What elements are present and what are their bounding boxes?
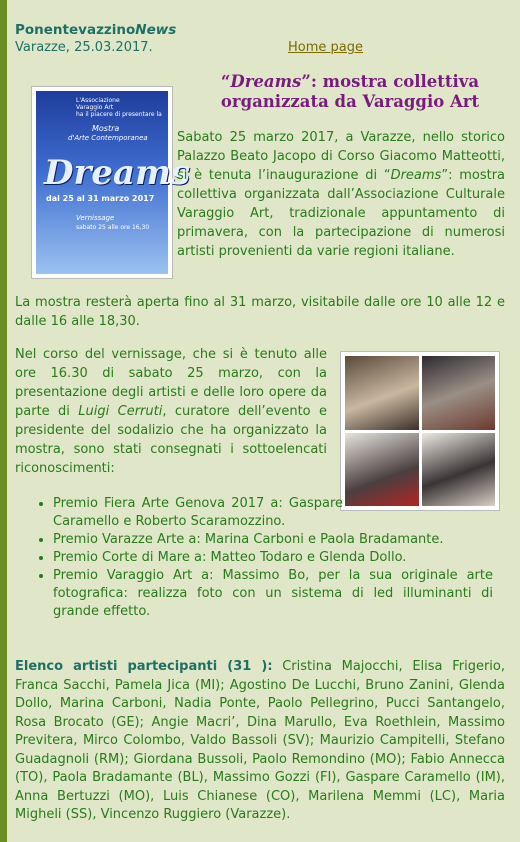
site-name: PonentevazzinoNews bbox=[15, 22, 177, 38]
artists-heading: Elenco artisti partecipanti (31 ): bbox=[15, 659, 273, 674]
home-page-link[interactable]: Home page bbox=[288, 40, 363, 55]
poster-text-4: Mostra bbox=[92, 124, 120, 133]
poster-text-5: d'Arte Contemporanea bbox=[68, 134, 148, 142]
awards-list bbox=[33, 495, 493, 621]
award-item: • Premio Fiera Arte Genova 2017 a: Gaspare Caramello e Roberto Scaramozzino. bbox=[53, 495, 343, 531]
poster-vernissage-time: sabato 25 alle ore 16,30 bbox=[76, 224, 150, 231]
poster-text-2: Varaggio Art bbox=[76, 104, 114, 111]
poster-text-1: L'Associazione bbox=[76, 97, 120, 104]
dateline: Varazze, 25.03.2017. bbox=[15, 40, 153, 55]
poster-text-3: ha il piacere di presentare la bbox=[76, 111, 162, 118]
poster-title: Dreams bbox=[44, 153, 191, 193]
intro-paragraph: Sabato 25 marzo 2017, a Varazze, nello storico Palazzo Beato Jacopo di Corso Giacomo Matteotti, si è tenuta l’inaugurazione di “Dreams”: mostra collettiva organizzata dall’Associazione Culturale Varaggio Art, tradizionale appuntamento di primavera, con la partecipazione di numerosi artisti provenienti da varie regioni italiane. bbox=[177, 130, 506, 259]
photo-1 bbox=[345, 356, 419, 430]
page-content bbox=[15, 8, 506, 822]
poster-vernissage-label: Vernissage bbox=[76, 214, 115, 222]
award-item: • Premio Varaggio Art a: Massimo Bo, per la sua originale arte fotografica: realizza foto con un sistema di led illuminanti di grande effetto. bbox=[53, 567, 493, 621]
artists-paragraph bbox=[15, 658, 505, 825]
exhibition-poster-image bbox=[31, 86, 191, 279]
left-accent-bar bbox=[0, 0, 7, 842]
dateline-row bbox=[15, 40, 505, 58]
award-item: • Premio Corte di Mare a: Matteo Todaro e Glenda Dollo. bbox=[53, 549, 493, 567]
vernissage-paragraph: Nel corso del vernissage, che si è tenuto alle ore 16.30 di sabato 25 marzo, con la presentazione degli artisti e delle loro opere da parte di Luigi Cerruti, curatore dell’evento e presidente del sodalizio che ha organizzato la mostra, sono stati consegnati i sottoelencati riconoscimenti: bbox=[15, 347, 327, 476]
photo-2 bbox=[422, 356, 496, 430]
article-title: “Dreams”: mostra collettiva organizzata da Varaggio Art bbox=[220, 72, 480, 111]
dates-paragraph: La mostra resterà aperta fino al 31 marzo, visitabile dalle ore 10 alle 12 e dalle 16 alle 18,30. bbox=[15, 295, 505, 329]
vernissage-photos-image bbox=[340, 351, 500, 511]
award-item: • Premio Varazze Arte a: Marina Carboni e Paola Bradamante. bbox=[53, 531, 493, 549]
poster-dates: dal 25 al 31 marzo 2017 bbox=[46, 194, 155, 203]
artists-list: Cristina Majocchi, Elisa Frigerio, Franca Sacchi, Pamela Jica (MI); Agostino De Lucchi, Bruno Zanini, Glenda Dollo, Marina Carboni, Nadia Ponte, Paolo Pellegrino, Pucci Santangelo, Rosa Brocato (GE); Angie Macri’, Dina Marullo, Eva Roethlein, Massimo Previtera, Mirco Colombo, Valdo Bassoli (SV); Maurizio Campitelli, Stefano Guadagnoli (RM); Giordana Bussoli, Paolo Remondino (MO); Fabio Annecca (TO), Paola Bradamante (BL), Massimo Gozzi (FI), Gaspare Caramello (IM), Anna Bertuzzi (MO), Luis Chianese (CO), Marilena Memmi (LC), Maria Migheli (SS), Vincenzo Ruggiero (Varazze). bbox=[15, 659, 505, 822]
